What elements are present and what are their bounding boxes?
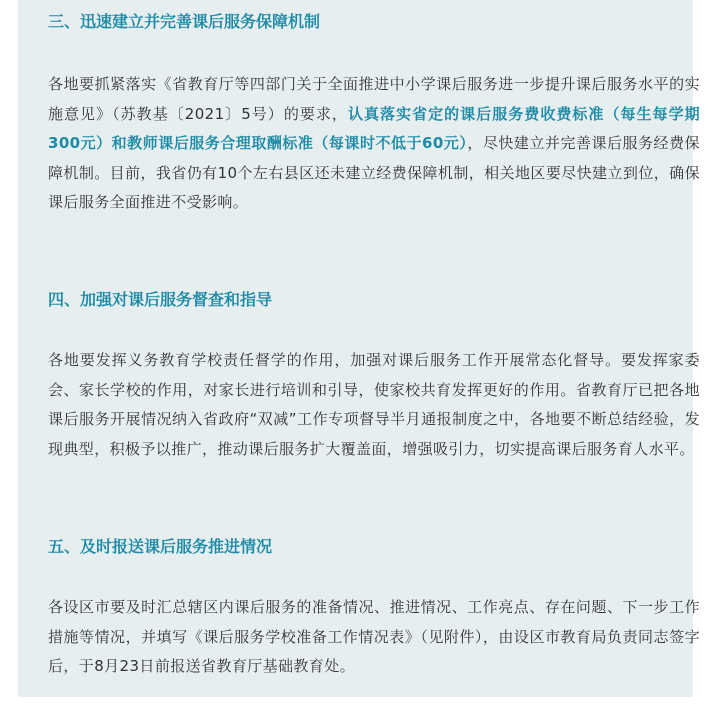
section-4-heading: 四、加强对课后服务督查和指导 — [48, 290, 273, 309]
section-3-text-start: 各地要抓紧落实《省教育厅等四部门关于全面推进中小学课后服务进一步提升课后服务水平的实施意见》（苏教基〔2021〕5号）的要求， — [48, 75, 700, 123]
section-3-text-end: ，尽快建立并完善课后服务经费保障机制。目前，我省仍有10个左右县区还未建立经费保障机制，相关地区要尽快建立到位，确保课后服务全面推进不受影响。 — [48, 134, 700, 211]
section-3-heading: 三、迅速建立并完善课后服务保障机制 — [48, 12, 321, 31]
section-4-paragraph: 各地要发挥义务教育学校责任督学的作用，加强对课后服务工作开展常态化督导。要发挥家委会、家长学校的作用，对家长进行培训和引导，使家校共育发挥更好的作用。省教育厅已把各地课后服务开展情况纳入省政府“双减”工作专项督导半月通报制度之中，各地要不断总结经验，发现典型，积极予以推广，推动课后服务扩大覆盖面，增强吸引力，切实提高课后服务育人水平。 — [48, 351, 700, 458]
section-3-paragraph — [48, 70, 700, 218]
section-5-heading: 五、及时报送课后服务推进情况 — [48, 537, 273, 556]
section-3-highlighted-text: 认真落实省定的课后服务费收费标准（每生每学期300元）和教师课后服务合理取酬标准（每课时不低于60元） — [48, 104, 700, 152]
section-5-paragraph: 各设区市要及时汇总辖区内课后服务的准备情况、推进情况、工作亮点、存在问题、下一步工作措施等情况，并填写《课后服务学校准备工作情况表》（见附件），由设区市教育局负责同志签字后，于8月23日前报送省教育厅基础教育处。 — [48, 598, 700, 675]
document-panel — [18, 0, 700, 697]
